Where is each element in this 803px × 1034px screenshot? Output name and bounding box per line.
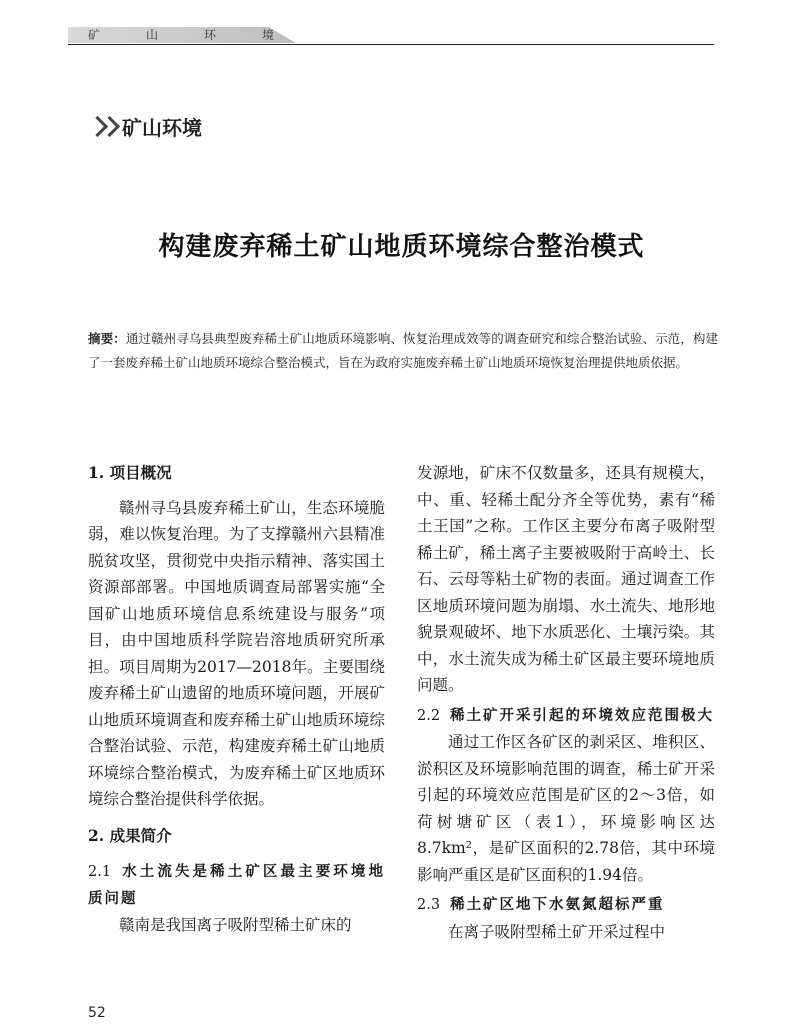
right-column <box>417 460 715 945</box>
section-label <box>90 112 202 141</box>
subsection-title: 水土流失是稀土矿区最主要环境地质问题 <box>88 863 385 907</box>
body-paragraph: 通过工作区各矿区的剥采区、堆积区、淤积区及环境影响范围的调查，稀土矿开采引起的环境效应范围是矿区的2～3倍，如荷树塘矿区（表1），环境影响区达8.7km²，是矿区面积的2.78倍，其中环境影响严重区是矿区面积的1.94倍。 <box>417 733 715 884</box>
article-title: 构建废弃稀土矿山地质环境综合整治模式 <box>158 232 645 262</box>
subsection-title: 稀土矿开采引起的环境效应范围极大 <box>450 706 715 724</box>
page-number: 52 <box>88 1005 106 1021</box>
subsection-number: 2.3 <box>417 897 441 913</box>
subsection-number: 2.1 <box>88 864 112 880</box>
subsection-title: 稀土矿区地下水氨氮超标严重 <box>450 896 665 913</box>
subsection-heading <box>88 859 385 912</box>
body-paragraph: 赣州寻乌县废弃稀土矿山，生态环境脆弱，难以恢复治理。为了支撑赣州六县精准脱贫攻坚，贯彻党中央指示精神、落实国土资源部部署。中国地质调查局部署实施“全国矿山地质环境信息系统建设与服务”项目，由中国地质科学院岩溶地质研究所承担。项目周期为2017—2018年。主要围绕废弃稀土矿山遗留的地质环境问题，开展矿山地质环境调查和废弃稀土矿山地质环境综合整治试验、示范，构建废弃稀土矿山地质环境综合整治模式，为废弃稀土矿区地质环境综合整治提供科学依据。 <box>88 498 385 808</box>
abstract-label: 摘要： <box>88 331 126 346</box>
subsection-heading <box>417 703 715 730</box>
section-label-text: 矿山环境 <box>122 116 202 140</box>
body-paragraph: 发源地，矿床不仅数量多，还具有规模大，中、重、轻稀土配分齐全等优势，素有“稀土王国”之称。工作区主要分布离子吸附型稀土矿，稀土离子主要被吸附于高岭土、长石、云母等粘土矿物的表面。通过调查工作区地质环境问题为崩塌、水土流失、地形地貌景观破坏、地下水质恶化、土壤污染。其中，水土流失成为稀土矿区最主要环境地质问题。 <box>417 464 715 694</box>
left-column <box>88 460 385 939</box>
subsection-heading <box>417 892 715 919</box>
subsection-number: 2.2 <box>417 707 441 724</box>
body-paragraph: 赣南是我国离子吸附型稀土矿床的 <box>119 916 352 934</box>
running-header-text: 矿山环境 <box>88 28 321 42</box>
body-paragraph: 在离子吸附型稀土矿开采过程中 <box>448 922 666 941</box>
section-heading-1: 1. 项目概况 <box>88 463 172 482</box>
abstract-text: 通过赣州寻乌县典型废弃稀土矿山地质环境影响、恢复治理成效等的调查研究和综合整治试验、示范，构建了一套废弃稀土矿山地质环境综合整治模式，旨在为政府实施废弃稀土矿山地质环境恢复治理提供地质依据。 <box>88 331 718 370</box>
running-header-rule <box>68 44 714 45</box>
abstract <box>88 327 718 375</box>
chevron-right-icon <box>102 116 116 138</box>
running-header <box>68 24 714 48</box>
section-heading-2: 2. 成果简介 <box>88 825 172 845</box>
